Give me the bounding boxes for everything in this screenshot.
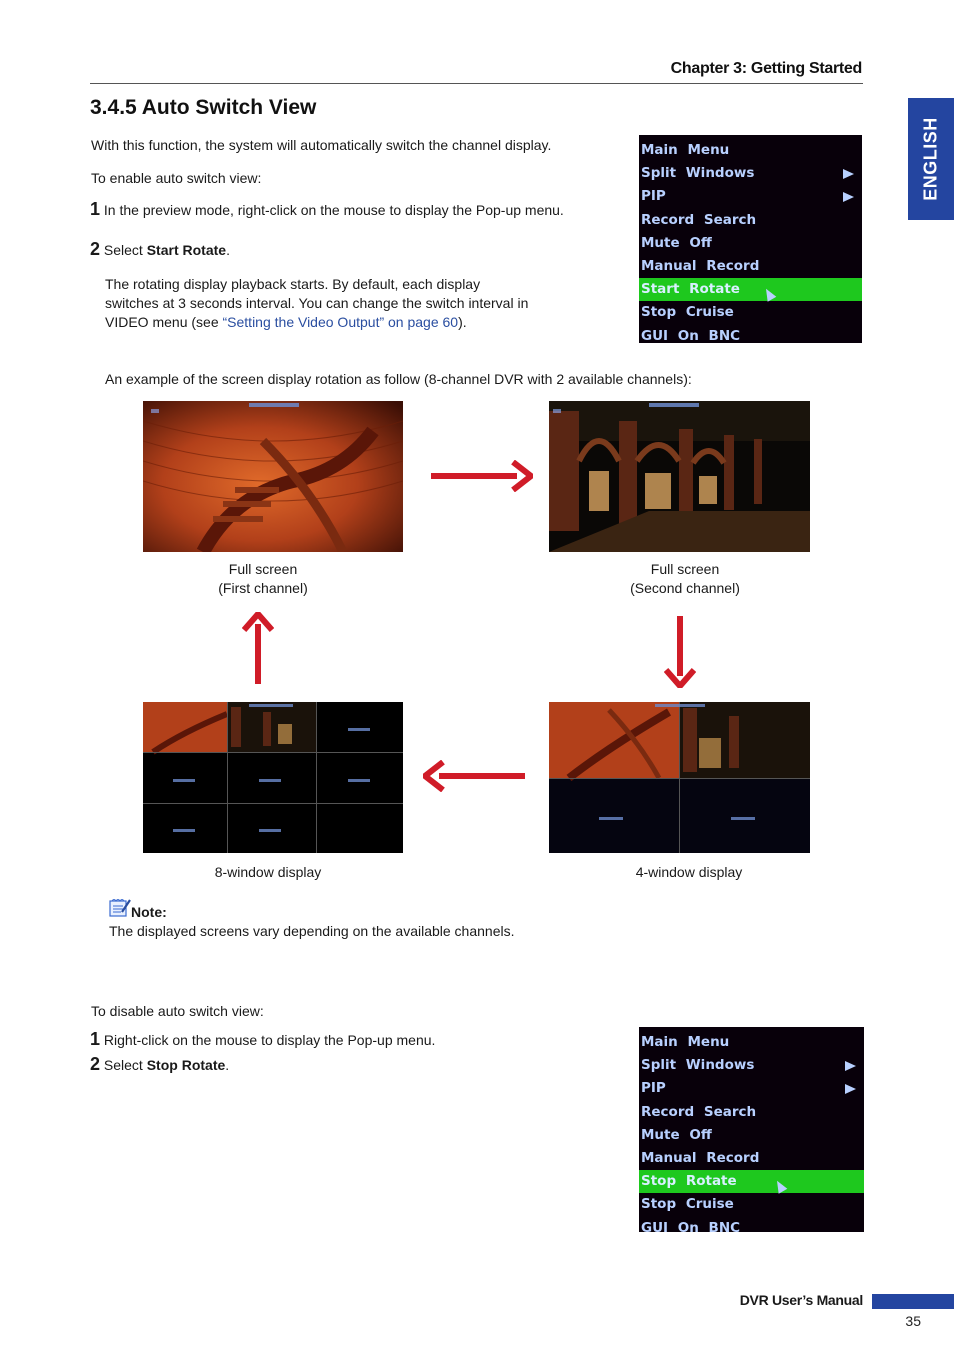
menu-item-mute-off[interactable]: Mute Off (641, 1126, 712, 1143)
submenu-arrow-icon (845, 1061, 856, 1071)
caption-line: (First channel) (218, 580, 308, 596)
language-tab-label: ENGLISH (920, 117, 941, 201)
step-number: 1 (90, 1029, 101, 1049)
caption-line: Full screen (650, 561, 720, 577)
four-window-grid (549, 702, 810, 853)
step-text: Right-click on the mouse to display the Pop-up menu. (103, 1032, 436, 1048)
step-number: 2 (90, 1054, 101, 1074)
arrow-down-icon (664, 616, 696, 688)
arrow-up-icon (242, 612, 274, 684)
caption-four-window: 4-window display (635, 864, 743, 880)
menu-item-pip[interactable] (639, 1077, 864, 1100)
menu-item-pip[interactable] (639, 185, 862, 208)
rotate-line-3-prefix: VIDEO menu (see (105, 314, 223, 330)
rotate-line-2: switches at 3 seconds interval. You can change the switch interval in (105, 295, 529, 311)
menu-item-manual-record[interactable]: Manual Record (641, 257, 760, 274)
screen-eight-window (143, 702, 403, 853)
step-bold: Start Rotate (146, 242, 227, 258)
staircase-image (143, 401, 403, 552)
menu-item-label: Start Rotate (641, 281, 740, 298)
disable-step-1 (90, 1030, 435, 1050)
menu-item-label: PIP (641, 188, 666, 205)
menu-item-record-search[interactable]: Record Search (641, 211, 757, 228)
step-prefix: Select (103, 242, 147, 258)
menu-item-label: Stop Rotate (641, 1173, 737, 1190)
arrow-right-icon (431, 460, 533, 492)
page-number: 35 (905, 1313, 921, 1329)
arrow-left-icon (423, 760, 525, 792)
caption-line: Full screen (228, 561, 298, 577)
footer-accent-bar (872, 1294, 954, 1309)
video-output-link[interactable]: “Setting the Video Output” on page 60 (222, 314, 459, 330)
section-title: 3.4.5 Auto Switch View (90, 96, 317, 119)
menu-item-record-search[interactable]: Record Search (641, 1103, 757, 1120)
menu-item-label: Split Windows (641, 165, 755, 182)
caption-line: (Second channel) (630, 580, 740, 596)
screen-first-channel (143, 401, 403, 552)
mouse-cursor-icon (773, 1178, 788, 1193)
menu-item-stop-cruise[interactable]: Stop Cruise (641, 304, 734, 321)
caption-second-channel (565, 560, 805, 598)
submenu-arrow-icon (843, 192, 854, 202)
caption-eight-window: 8-window display (214, 864, 322, 880)
note-text: The displayed screens vary depending on the available channels. (109, 923, 515, 939)
menu-item-gui-on-bnc[interactable]: GUI On BNC (641, 1219, 741, 1236)
step-number: 2 (90, 239, 101, 259)
disable-heading: To disable auto switch view: (91, 1003, 264, 1019)
header-rule (90, 83, 863, 84)
mouse-cursor-icon (762, 286, 777, 301)
step-text: In the preview mode, right-click on the mouse to display the Pop-up menu. (103, 202, 564, 218)
menu-item-stop-cruise[interactable]: Stop Cruise (641, 1196, 734, 1213)
menu-item-mute-off[interactable]: Mute Off (641, 234, 712, 251)
rotate-description (105, 275, 528, 332)
step-suffix: . (226, 242, 230, 258)
enable-step-2 (90, 240, 230, 260)
rotate-line-3-suffix: ). (458, 314, 467, 330)
rotate-line-3 (105, 313, 528, 332)
step-prefix: Select (103, 1057, 147, 1073)
footer-title: DVR User’s Manual (739, 1292, 863, 1308)
caption-first-channel (143, 560, 383, 598)
disable-step-2 (90, 1055, 229, 1075)
example-text: An example of the screen display rotation as follow (8-channel DVR with 2 available channels): (105, 371, 692, 387)
rotate-line-1: The rotating display playback starts. By default, each display (105, 276, 481, 292)
intro-text: With this function, the system will automatically switch the channel display. (91, 137, 552, 153)
submenu-arrow-icon (845, 1084, 856, 1094)
popup-menu-start-rotate (639, 135, 862, 343)
step-suffix: . (225, 1057, 230, 1073)
menu-item-main-menu[interactable]: Main Menu (641, 142, 730, 158)
menu-item-label: PIP (641, 1080, 666, 1097)
screen-four-window (549, 702, 810, 853)
submenu-arrow-icon (843, 169, 854, 179)
note-label: Note: (131, 904, 167, 920)
menu-item-split-windows[interactable] (639, 162, 862, 185)
chapter-title: Chapter 3: Getting Started (670, 60, 862, 77)
menu-item-start-rotate[interactable] (639, 278, 862, 301)
menu-item-split-windows[interactable] (639, 1054, 864, 1077)
arcade-image (549, 401, 810, 552)
menu-item-label: Split Windows (641, 1057, 755, 1074)
step-number: 1 (90, 199, 101, 219)
enable-step-1 (90, 200, 564, 220)
step-bold: Stop Rotate (146, 1057, 226, 1073)
screen-second-channel (549, 401, 810, 552)
language-tab (908, 98, 954, 220)
menu-item-manual-record[interactable]: Manual Record (641, 1149, 760, 1166)
popup-menu-stop-rotate (639, 1027, 864, 1236)
eight-window-grid (143, 702, 403, 853)
menu-item-main-menu[interactable]: Main Menu (641, 1034, 730, 1050)
note-icon (108, 898, 132, 918)
menu-item-gui-on-bnc[interactable]: GUI On BNC (641, 327, 741, 344)
enable-heading: To enable auto switch view: (91, 170, 262, 186)
menu-item-stop-rotate[interactable] (639, 1170, 864, 1193)
